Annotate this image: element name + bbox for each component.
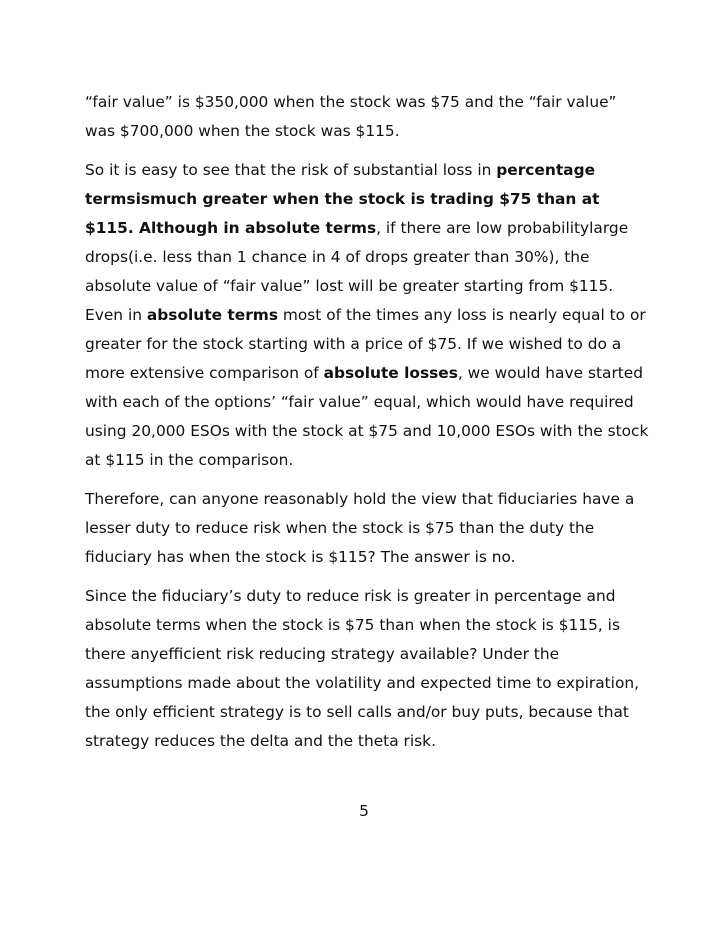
text-run: So it is easy to see that the risk of substantial loss in <box>85 161 497 179</box>
paragraph-efficient-strategy <box>85 582 650 756</box>
paragraph-risk-comparison <box>85 156 650 475</box>
text-run: most of the times any loss is nearly equal to or greater for the stock starting with a price of $75. If we wished to do a more extensive comparison of <box>85 306 646 382</box>
page-number: 5 <box>359 802 369 820</box>
text-run: Since the fiduciary’s duty to reduce risk is greater in percentage and absolute terms when the stock is $75 than when the stock is $115, is there anyefficient risk reducing strategy available? Under the assumptions made about the volatility and expected time to expiration, the only efficient strategy is to sell calls and/or buy puts, because that strategy reduces the delta and the theta risk. <box>85 587 640 750</box>
paragraph-fiduciary-question <box>85 485 650 572</box>
text-run: “fair value” is $350,000 when the stock was $75 and the “fair value” was $700,000 when the stock was $115. <box>85 93 617 140</box>
bold-text-run: absolute losses <box>323 364 458 382</box>
bold-text-run: percentage termsismuch greater when the stock is trading $75 than at $115. Although in absolute terms <box>85 161 600 237</box>
body-text <box>85 88 650 766</box>
text-run: , if there are low probabilitylarge drops(i.e. less than 1 chance in 4 of drops greater than 30%), the absolute value of “fair value” lost will be greater starting from $115. Even in <box>85 219 629 324</box>
paragraph-fair-value <box>85 88 650 146</box>
text-run: , we would have started with each of the options’ “fair value” equal, which would have required using 20,000 ESOs with the stock at $75 and 10,000 ESOs with the stock at $115 in the comparison. <box>85 364 649 469</box>
text-run: Therefore, can anyone reasonably hold the view that fiduciaries have a lesser duty to reduce risk when the stock is $75 than the duty the fiduciary has when the stock is $115? The answer is no. <box>85 490 635 566</box>
bold-text-run: absolute terms <box>146 306 278 324</box>
